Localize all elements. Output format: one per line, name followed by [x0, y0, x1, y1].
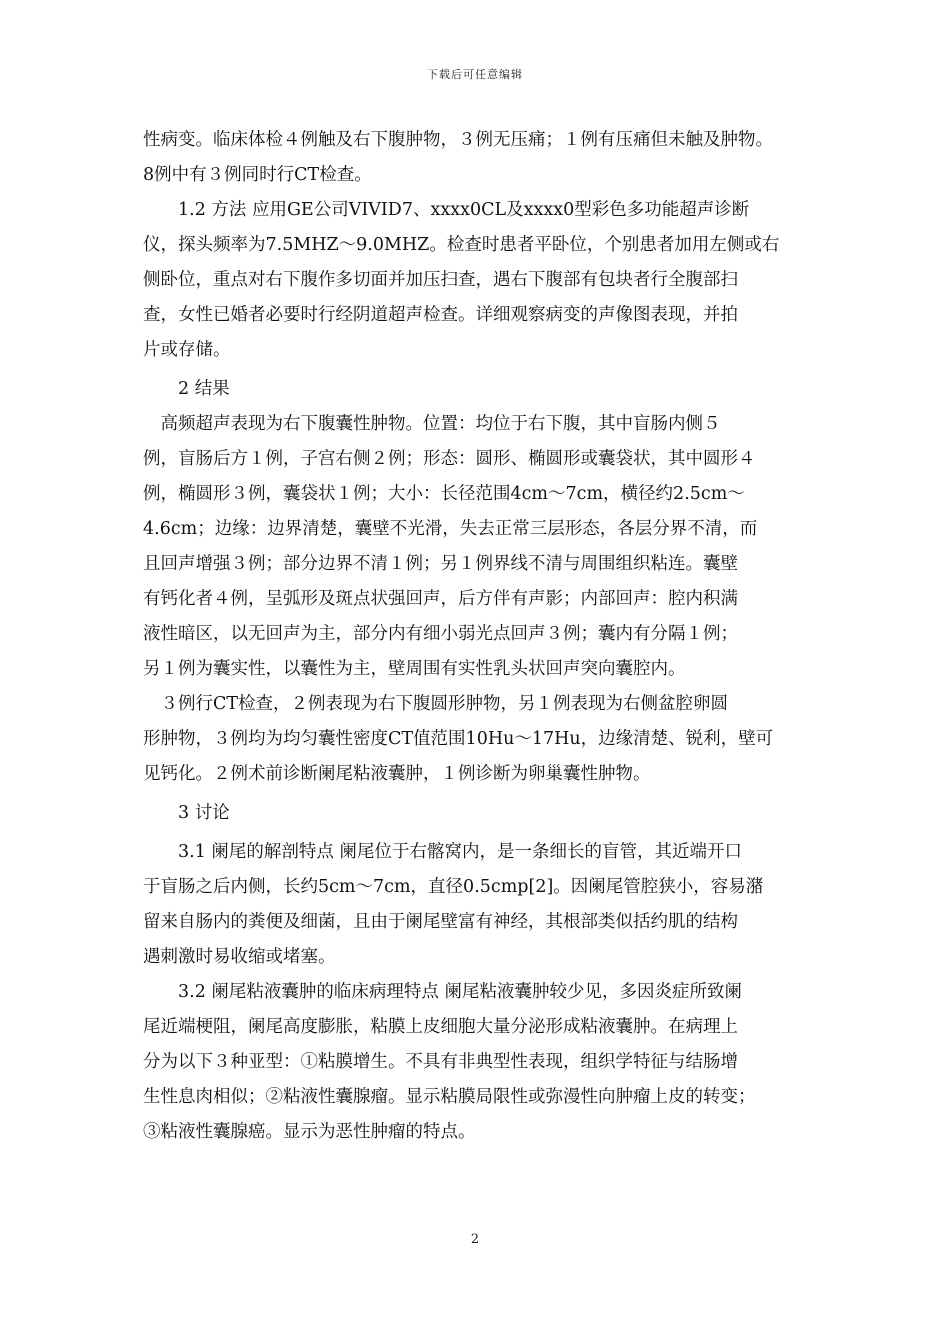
text-line: 3.2 阑尾粘液囊肿的临床病理特点 阑尾粘液囊肿较少见，多因炎症所致阑 — [143, 982, 742, 1002]
text-line: 仪，探头频率为7.5MHZ～9.0MHZ。检查时患者平卧位，个别患者加用左侧或右 — [143, 235, 780, 255]
text-line: 形肿物，３例均为均匀囊性密度CT值范围10Hu～17Hu，边缘清楚、锐利，壁可 — [143, 729, 774, 749]
text-line: ３例行CT检查，２例表现为右下腹圆形肿物，另１例表现为右侧盆腔卵圆 — [143, 694, 729, 714]
text-line: ③粘液性囊腺癌。显示为恶性肿瘤的特点。 — [143, 1122, 476, 1142]
page-header: 下载后可任意编辑 — [427, 68, 523, 81]
text-line: 例，椭圆形３例，囊袋状１例；大小：长径范围4cm～7cm，横径约2.5cm～ — [143, 484, 745, 504]
text-line: 且回声增强３例；部分边界不清１例；另１例界线不清与周围组织粘连。囊壁 — [143, 554, 738, 574]
paragraph — [143, 796, 831, 831]
paragraph — [143, 975, 831, 1150]
text-line: 有钙化者４例，呈弧形及斑点状强回声，后方伴有声影；内部回声：腔内积满 — [143, 589, 738, 609]
text-line: 例，盲肠后方１例，子宫右侧２例；形态：圆形、椭圆形或囊袋状，其中圆形４ — [143, 449, 756, 469]
paragraph — [143, 835, 831, 975]
text-line: 液性暗区，以无回声为主，部分内有细小弱光点回声３例；囊内有分隔１例； — [143, 624, 738, 644]
paragraph — [143, 407, 831, 687]
text-line: 8例中有３例同时行CT检查。 — [143, 165, 372, 185]
text-line: 尾近端梗阻，阑尾高度膨胀，粘膜上皮细胞大量分泌形成粘液囊肿。在病理上 — [143, 1017, 738, 1037]
text-line: 于盲肠之后内侧，长约5cm～7cm，直径0.5cmp[2]。因阑尾管腔狭小，容易潴 — [143, 877, 764, 897]
document-body — [143, 123, 831, 1154]
text-line: 留来自肠内的粪便及细菌，且由于阑尾壁富有神经，其根部类似括约肌的结构 — [143, 912, 738, 932]
text-line: 高频超声表现为右下腹囊性肿物。位置：均位于右下腹，其中盲肠内侧５ — [143, 414, 721, 434]
text-line: 见钙化。２例术前诊断阑尾粘液囊肿，１例诊断为卵巢囊性肿物。 — [143, 764, 651, 784]
text-line: 性病变。临床体检４例触及右下腹肿物，３例无压痛；１例有压痛但未触及肿物。 — [143, 130, 773, 150]
text-line: 遇刺激时易收缩或堵塞。 — [143, 947, 336, 967]
text-line: 1.2 方法 应用GE公司VIVID7、xxxx0CL及xxxx0型彩色多功能超声诊断 — [143, 200, 750, 220]
text-line: 3 讨论 — [143, 803, 230, 823]
text-line: 查，女性已婚者必要时行经阴道超声检查。详细观察病变的声像图表现，并拍 — [143, 305, 738, 325]
text-line: 分为以下３种亚型：①粘膜增生。不具有非典型性表现，组织学特征与结肠增 — [143, 1052, 738, 1072]
text-line: 生性息肉相似；②粘液性囊腺瘤。显示粘膜局限性或弥漫性向肿瘤上皮的转变； — [143, 1087, 756, 1107]
text-line: 侧卧位，重点对右下腹作多切面并加压扫查，遇右下腹部有包块者行全腹部扫 — [143, 270, 738, 290]
paragraph-gap — [143, 1150, 831, 1154]
page-number: 2 — [470, 1232, 480, 1247]
paragraph — [143, 372, 831, 407]
text-line: 3.1 阑尾的解剖特点 阑尾位于右髂窝内，是一条细长的盲管，其近端开口 — [143, 842, 742, 862]
paragraph — [143, 687, 831, 792]
text-line: 另１例为囊实性，以囊性为主，壁周围有实性乳头状回声突向囊腔内。 — [143, 659, 686, 679]
text-line: 2 结果 — [143, 379, 230, 399]
paragraph — [143, 123, 831, 193]
paragraph — [143, 193, 831, 368]
text-line: 4.6cm；边缘：边界清楚，囊壁不光滑，失去正常三层形态，各层分界不清，而 — [143, 519, 758, 539]
text-line: 片或存储。 — [143, 340, 231, 360]
